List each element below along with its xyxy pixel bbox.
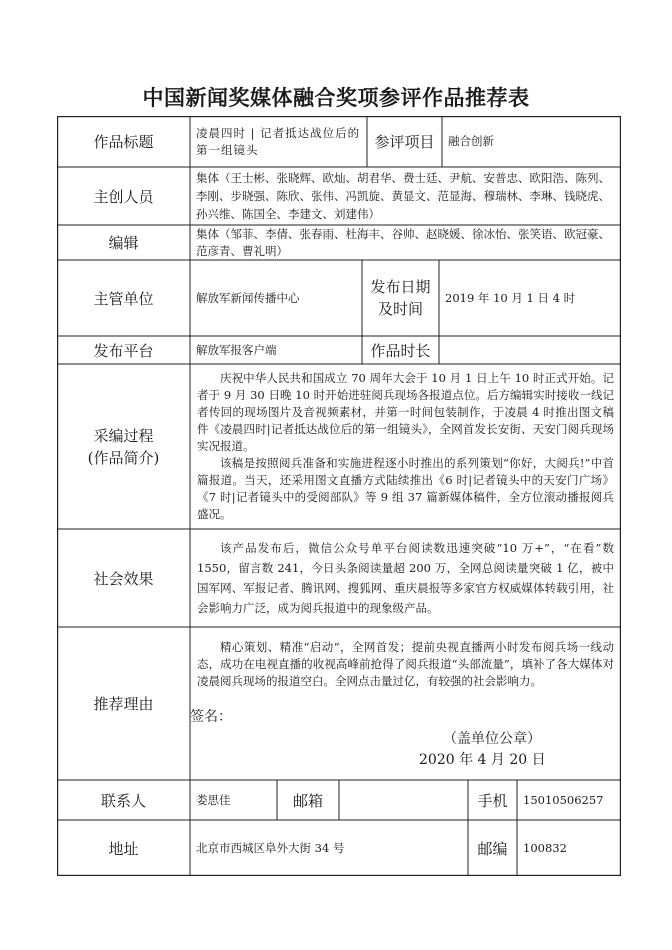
signature-date: 2020 年 4 月 20 日	[419, 752, 546, 768]
form-title: 中国新闻奖媒体融合奖项参评作品推荐表	[142, 85, 530, 110]
category-label: 参评项目	[374, 133, 435, 151]
duration-label: 作品时长	[370, 341, 431, 360]
reason-label: 推荐理由	[93, 695, 154, 713]
process-label: 采编过程 (作品简介)	[87, 426, 160, 467]
work-title-value: 凌晨四时 | 记者抵达战位后的第一组镜头	[196, 125, 361, 157]
publish-date-label: 发布日期 及时间	[370, 278, 431, 318]
address-label: 地址	[108, 839, 139, 858]
recommendation-table	[57, 116, 621, 876]
contact-label: 联系人	[100, 791, 146, 810]
phone-value: 15010506257	[523, 792, 604, 807]
supervisor-value: 解放军新闻传播中心	[196, 290, 300, 305]
effect-description	[190, 529, 621, 627]
work-title-label: 作品标题	[93, 133, 154, 151]
contact-value: 娄思佳	[196, 792, 231, 807]
publish-date-value: 2019 年 10 月 1 日 4 时	[445, 290, 576, 305]
address-value: 北京市西城区阜外大街 34 号	[196, 840, 345, 855]
postcode-value: 100832	[523, 840, 567, 855]
creators-label: 主创人员	[93, 187, 154, 206]
editors-label: 编辑	[108, 234, 139, 252]
duration-value	[439, 336, 621, 364]
process-paragraph: 该稿是按照阅兵准备和实施进程逐小时推出的系列策划“你好，大阅兵!”中首篇报道。当天，还采用图文直播方式陆续推出《6 时|记者镜头中的天安门广场》《7 时|记者镜头中的受阅部队》等 9 组 37 篇新媒体稿件，全方位滚动播报阅兵盛况。	[197, 456, 614, 521]
signature-label: 签名：	[190, 709, 232, 725]
effect-paragraph: 该产品发布后，微信公众号单平台阅读数迅速突破“10 万+”，“在看”数 1550，留言数 241，今日头条阅读量超 200 万，全网总阅读量突破 1 亿，被中国军网、军报记者、腾讯网、搜狐网、重庆晨报等多家官方权威媒体转载引用，社会影响力广泛，成为阅兵报道中的现象级产品。	[197, 541, 614, 615]
email-value	[339, 780, 468, 820]
effect-label: 社会效果	[93, 569, 154, 588]
category-value: 融合创新	[448, 134, 494, 148]
platform-label: 发布平台	[93, 341, 154, 360]
editors-value: 集体（邹菲、李倩、张春雨、杜海丰、谷帅、赵晓媛、徐冰怡、张笑语、欧冠豪、范彦青、曹礼明）	[196, 226, 610, 258]
reason-paragraph: 精心策划、精准“启动”，全网首发；提前央视直播两小时发布阅兵场一线动态，成功在电视直播的收视高峰前抢得了阅兵报道“头部流量”，填补了各大媒体对凌晨阅兵现场的报道空白。全网点击量过亿，有较强的社会影响力。	[197, 640, 614, 688]
phone-label: 手机	[477, 791, 508, 810]
email-label: 邮箱	[292, 791, 323, 810]
supervisor-label: 主管单位	[93, 289, 154, 308]
process-description	[190, 364, 621, 529]
process-paragraph: 庆祝中华人民共和国成立 70 周年大会于 10 月 1 日上午 10 时正式开始。记者于 9 月 30 日晚 10 时开始进驻阅兵现场各报道点位。后方编辑实时接收一线记者传回的现场图片及音视频素材，并第一时间包装制作，于凌晨 4 时推出图文稿件《凌晨四时|记者抵达战位后的第一组镜头》，全网首发长安街、天安门阅兵现场实况报道。	[197, 371, 614, 453]
creators-value: 集体（王士彬、张晓辉、欧灿、胡君华、费士廷、尹航、安普忠、欧阳浩、陈列、李刚、步晓强、陈欣、张伟、冯凯旋、黄显文、范显海、穆瑞林、李琳、钱晓虎、孙兴维、陈国全、李建文、刘建伟）	[196, 171, 610, 221]
platform-value: 解放军报客户端	[196, 342, 277, 357]
postcode-label: 邮编	[477, 839, 508, 858]
seal-note: （盖单位公章）	[443, 731, 541, 747]
